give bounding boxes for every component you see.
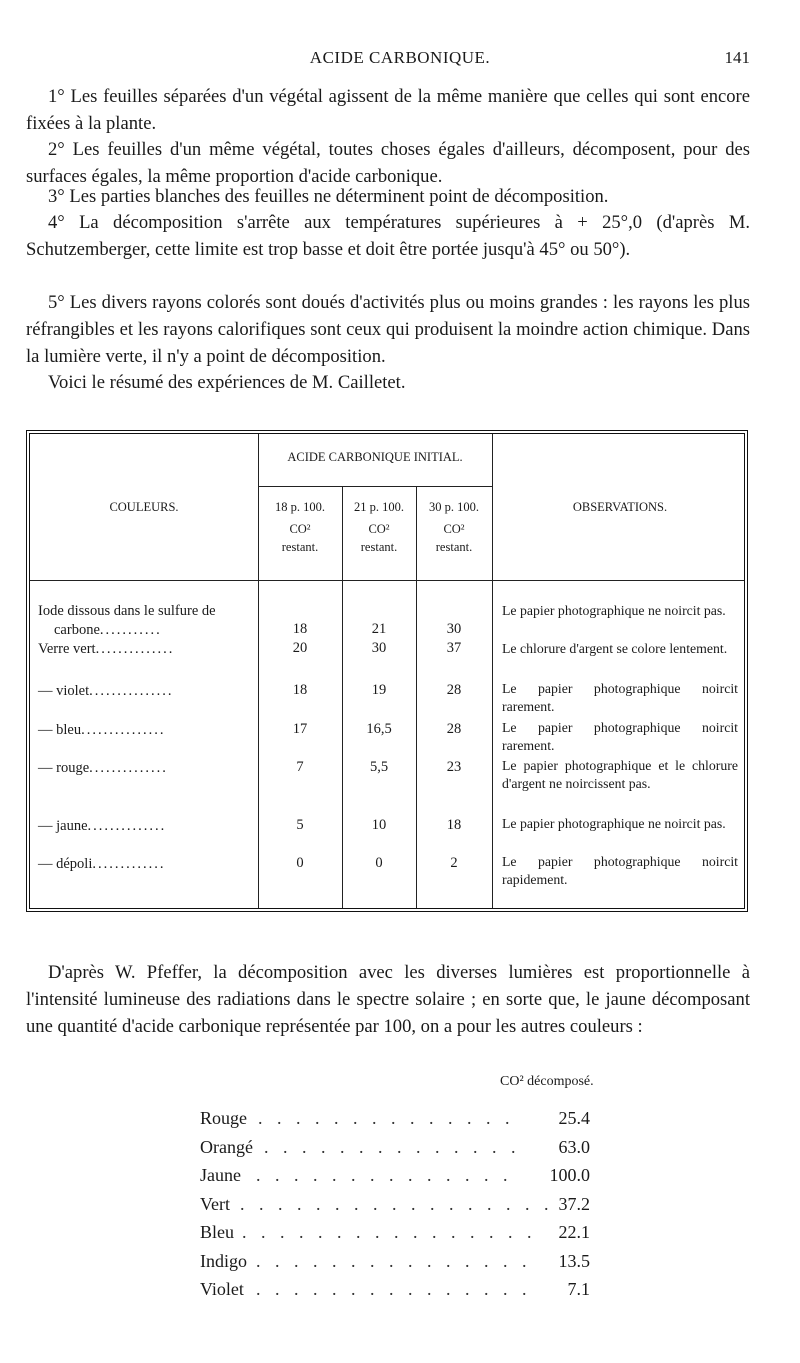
decomposition-list xyxy=(200,1108,590,1308)
table-row-label: — dépoli............. xyxy=(38,856,166,872)
table-cell: 2 xyxy=(450,855,458,871)
table-cell: 10 xyxy=(371,817,387,833)
table-cell: 18 xyxy=(292,682,308,698)
paragraph-1: 1° Les feuilles séparées d'un végétal agissent de la même manière que celles qui sont encore fixées à la plante. xyxy=(26,86,750,134)
table-cell: 30 xyxy=(371,640,387,656)
table-cell: 0 xyxy=(296,855,304,871)
table-rule xyxy=(30,580,744,581)
subcol-header: 21 p. 100. CO² restant. xyxy=(354,500,404,554)
subcol-header: 30 p. 100. CO² restant. xyxy=(429,500,479,554)
table-cell: 19 xyxy=(371,682,387,698)
paragraph-7: D'après W. Pfeffer, la décomposition avec les diverses lumières est proportionnelle à l'intensité lumineuse des radiations dans le spectre solaire ; en sorte que, le jaune décomposant une quantité d'acide carbonique représentée par 100, on a pour les autres couleurs : xyxy=(26,962,750,1037)
page-number: 141 xyxy=(724,48,750,67)
table-cell: 21 xyxy=(371,621,387,637)
subcol-header: 18 p. 100. CO² restant. xyxy=(275,500,325,554)
experiments-table xyxy=(26,430,748,912)
table-observation: Le chlorure d'argent se colore lentement. xyxy=(502,641,728,656)
table-cell: 17 xyxy=(292,721,308,737)
table-row-label: — jaune.............. xyxy=(38,818,167,834)
table-observation: Le papier photographique noircit rarement. xyxy=(502,681,738,714)
table-rule xyxy=(258,486,492,487)
table-row-label: Verre vert.............. xyxy=(38,641,175,657)
table-cell: 18 xyxy=(292,621,308,637)
table-cell: 16,5 xyxy=(366,721,392,737)
paragraph-3: 3° Les parties blanches des feuilles ne déterminent point de décomposition. xyxy=(48,186,609,207)
list-item: Orangé . . . . . . . . . . . . . . 63.0 xyxy=(200,1136,590,1157)
table-cell: 30 xyxy=(446,621,462,637)
table-cell: 28 xyxy=(446,682,462,698)
paragraph-4: 4° La décomposition s'arrête aux températures supérieures à + 25°,0 (d'après M. Schutzemberger, cette limite est trop basse et doit être portée jusqu'à 45° ou 50°). xyxy=(26,212,750,260)
table-cell: 0 xyxy=(375,855,383,871)
group-header: ACIDE CARBONIQUE INITIAL. xyxy=(287,450,463,464)
decomposition-header: CO² décomposé. xyxy=(500,1074,594,1089)
table-row-label: — bleu............... xyxy=(38,722,166,738)
table-observation: Le papier photographique noircit rarement. xyxy=(502,720,738,753)
table-observation: Le papier photographique ne noircit pas. xyxy=(502,816,726,831)
paragraph-6: Voici le résumé des expériences de M. Cailletet. xyxy=(48,372,406,393)
table-row-label: — violet............... xyxy=(38,683,174,699)
table-row-label: Iode dissous dans le sulfure de carbone........... xyxy=(38,603,216,638)
table-observation: Le papier photographique noircit rapidement. xyxy=(502,854,738,887)
paragraph-2: 2° Les feuilles d'un même végétal, toutes choses égales d'ailleurs, décomposent, pour des surfaces égales, la même proportion d'acide carbonique. xyxy=(26,139,750,187)
page-title: ACIDE CARBONIQUE. xyxy=(309,48,491,67)
running-header xyxy=(0,48,800,72)
observations-header: OBSERVATIONS. xyxy=(572,500,668,514)
list-item: Vert . . . . . . . . . . . . . . . . . 37.2 xyxy=(200,1193,590,1214)
list-item: Bleu . . . . . . . . . . . . . . . . 22.1 xyxy=(200,1222,590,1242)
table-row-label: — rouge.............. xyxy=(38,760,168,776)
table-cell: 37 xyxy=(446,640,462,656)
table-observation: Le papier photographique ne noircit pas. xyxy=(502,603,726,618)
table-cell: 18 xyxy=(446,817,462,833)
table-cell: 7 xyxy=(296,759,304,775)
list-item: Violet . . . . . . . . . . . . . . . 7.1 xyxy=(200,1279,590,1299)
table-cell: 23 xyxy=(446,759,462,775)
couleurs-header: COULEURS. xyxy=(109,500,179,514)
list-item: Jaune . . . . . . . . . . . . . . 100.0 xyxy=(200,1165,590,1185)
list-item: Rouge . . . . . . . . . . . . . . 25.4 xyxy=(200,1108,590,1128)
paragraph-5: 5° Les divers rayons colorés sont doués d'activités plus ou moins grandes : les rayons les plus réfrangibles et les rayons calorifiques sont ceux qui produisent la moindre action chimique. Dans la lumière verte, il n'y a point de décomposition. xyxy=(26,292,750,367)
table-cell: 28 xyxy=(446,721,462,737)
table-cell: 5 xyxy=(296,817,304,833)
table-cell: 5,5 xyxy=(369,759,389,775)
list-item: Indigo . . . . . . . . . . . . . . . 13.5 xyxy=(200,1250,590,1271)
table-observation: Le papier photographique et le chlorure d'argent ne noircissent pas. xyxy=(502,758,738,791)
table-cell: 20 xyxy=(292,640,308,656)
